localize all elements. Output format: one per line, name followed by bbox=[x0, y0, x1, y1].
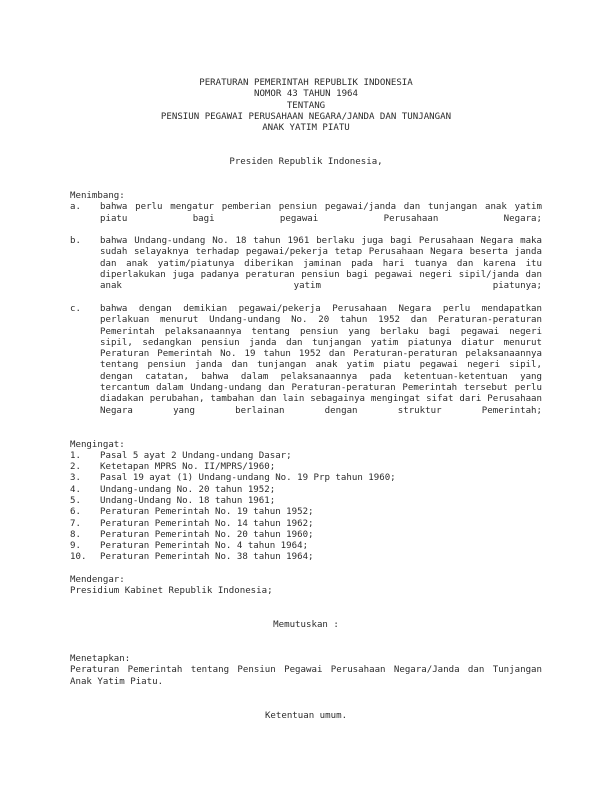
header-line-tentang: TENTANG bbox=[286, 100, 326, 111]
list-text: Pasal 5 ayat 2 Undang-undang Dasar; bbox=[100, 450, 292, 461]
spacer bbox=[70, 609, 542, 620]
document-header bbox=[70, 78, 542, 134]
list-marker: 7. bbox=[70, 518, 81, 529]
list-marker: 8. bbox=[70, 529, 81, 540]
list-text: Undang-undang No. 20 tahun 1952; bbox=[100, 484, 276, 495]
remembering-item bbox=[70, 530, 542, 541]
considering-item bbox=[70, 202, 542, 236]
spacer bbox=[70, 699, 542, 710]
remembering-item bbox=[70, 473, 542, 484]
list-marker: 2. bbox=[70, 462, 81, 473]
spacer bbox=[70, 688, 542, 699]
remembering-item bbox=[70, 485, 542, 496]
list-marker: 5. bbox=[70, 495, 81, 506]
spacer bbox=[70, 168, 542, 179]
list-marker: 10. bbox=[70, 552, 87, 563]
list-marker: b. bbox=[70, 236, 81, 247]
remembering-item bbox=[70, 507, 542, 518]
spacer bbox=[70, 428, 542, 439]
list-text: Peraturan Pemerintah No. 14 tahun 1962; bbox=[100, 518, 314, 529]
list-marker: 6. bbox=[70, 507, 81, 518]
list-marker: 1. bbox=[70, 450, 81, 461]
decides-heading: Memutuskan : bbox=[273, 620, 339, 631]
header-line-number: NOMOR 43 TAHUN 1964 bbox=[253, 89, 359, 100]
list-text: Undang-Undang No. 18 tahun 1961; bbox=[100, 495, 276, 506]
spacer bbox=[70, 146, 542, 157]
hearing-text: Presidium Kabinet Republik Indonesia; bbox=[70, 586, 273, 597]
spacer bbox=[70, 564, 542, 575]
spacer bbox=[70, 134, 542, 145]
issuing-authority: Presiden Republik Indonesia, bbox=[229, 157, 383, 168]
spacer bbox=[70, 180, 542, 191]
list-text: Pasal 19 ayat (1) Undang-undang No. 19 Prp tahun 1960; bbox=[100, 473, 396, 484]
spacer bbox=[70, 643, 542, 654]
document-body bbox=[70, 78, 542, 722]
list-text: Peraturan Pemerintah No. 4 tahun 1964; bbox=[100, 541, 309, 552]
header-line-subject-2: ANAK YATIM PIATU bbox=[262, 123, 350, 134]
list-text: Ketetapan MPRS No. II/MPRS/1960; bbox=[100, 462, 276, 473]
list-text: bahwa Undang-undang No. 18 tahun 1961 berlaku juga bagi Perusahaan Negara maka sudah selayaknya terhadap pegawai/pekerja tetap Perusahaan Negara beserta janda dan anak yatim/piatunya diberikan jaminan pada hari tuanya dan karena itu diperlakukan juga padanya peraturan pensiun bagi pegawai negeri sipil/janda dan anak yatim piatunya; bbox=[100, 236, 542, 292]
considering-label: Menimbang: bbox=[70, 190, 125, 201]
spacer bbox=[70, 598, 542, 609]
remembering-item bbox=[70, 552, 542, 563]
remembering-item bbox=[70, 451, 542, 462]
header-line-title: PERATURAN PEMERINTAH REPUBLIK INDONESIA bbox=[199, 78, 413, 88]
remembering-item bbox=[70, 496, 542, 507]
header-line-subject-1: PENSIUN PEGAWAI PERUSAHAAN NEGARA/JANDA DAN TUNJANGAN bbox=[160, 111, 452, 122]
remembering-item bbox=[70, 519, 542, 530]
considering-item bbox=[70, 236, 542, 304]
list-marker: 9. bbox=[70, 541, 81, 552]
list-text: bahwa perlu mengatur pemberian pensiun pegawai/janda dan tunjangan anak yatim piatu bagi pegawai Perusahaan Negara; bbox=[100, 202, 542, 224]
hearing-label: Mendengar: bbox=[70, 575, 125, 586]
remembering-label: Mengingat: bbox=[70, 439, 125, 450]
considering-item bbox=[70, 304, 542, 428]
list-marker: 4. bbox=[70, 484, 81, 495]
spacer bbox=[70, 632, 542, 643]
list-marker: 3. bbox=[70, 473, 81, 484]
remembering-item bbox=[70, 541, 542, 552]
list-text: Peraturan Pemerintah No. 19 tahun 1952; bbox=[100, 507, 314, 518]
establishing-text: Peraturan Pemerintah tentang Pensiun Pegawai Perusahaan Negara/Janda dan Tunjangan Anak Yatim Piatu. bbox=[70, 665, 542, 687]
remembering-item bbox=[70, 462, 542, 473]
list-marker: c. bbox=[70, 303, 81, 314]
list-text: Peraturan Pemerintah No. 38 tahun 1964; bbox=[100, 552, 314, 563]
list-marker: a. bbox=[70, 202, 81, 213]
establishing-label: Menetapkan: bbox=[70, 654, 131, 665]
list-text: Peraturan Pemerintah No. 20 tahun 1960; bbox=[100, 529, 314, 540]
chapter-heading: Ketentuan umum. bbox=[264, 710, 348, 721]
list-text: bahwa dengan demikian pegawai/pekerja Perusahaan Negara perlu mendapatkan perlakuan menurut Undang-undang No. 20 tahun 1952 dan Peraturan-peraturan Pemerintah pelaksanaannya tentang pensiun yang berlaku bagi pegawai negeri sipil, sedangkan pensiun janda dan tunjangan yatim piatunya diatur menurut Peraturan Pemerintah No. 19 tahun 1952 dan Peraturan-peraturan pelaksanaannya tentang pensiun janda dan tunjangan anak yatim piatu pegawai negeri sipil, dengan catatan, bahwa dalam pelaksanaannya pada ketentuan-ketentuan yang tercantum dalam Undang-undang dan Peraturan-peraturan Pemerintah tersebut perlu diadakan perubahan, tambahan dan lain sebagainya mengingat sifat dari Perusahaan Negara yang berlainan dengan struktur Pemerintah; bbox=[100, 303, 542, 416]
